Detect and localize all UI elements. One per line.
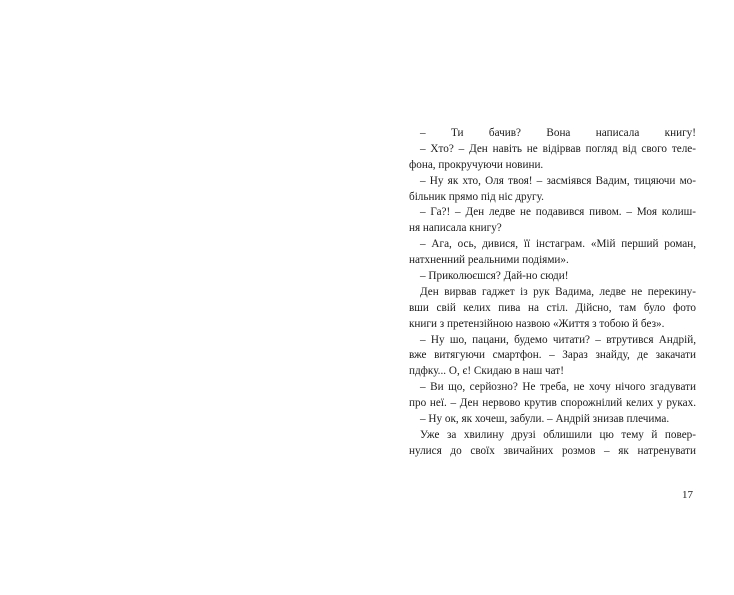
text-line: натхненний реальними подіями». bbox=[409, 254, 569, 267]
text-line: – Ну ок, як хочеш, забули. – Андрій знизав плечима. bbox=[420, 413, 670, 426]
text-line: – Хто? – Ден навіть не відірвав погляд від свого теле- bbox=[420, 142, 696, 155]
text-line: – Ну як хто, Оля твоя! – засміявся Вадим, тицяючи мо- bbox=[420, 174, 696, 187]
text-line: – Приколюєшся? Дай-но сюди! bbox=[420, 270, 569, 283]
text-line: про неї. – Ден нервово крутив спорожнілий келих у руках. bbox=[409, 397, 696, 410]
text-line: – Ага, ось, дивися, її інстаграм. «Мій перший роман, bbox=[420, 238, 696, 251]
text-line: Ден вирвав гаджет із рук Вадима, ледве не перекину- bbox=[420, 285, 696, 298]
text-line: більник прямо під ніс другу. bbox=[409, 190, 544, 203]
text-line: – Ну шо, пацани, будемо читати? – втрутився Андрій, bbox=[420, 333, 696, 346]
text-line: пдфку... О, є! Скидаю в наш чат! bbox=[409, 365, 564, 378]
text-line: Уже за хвилину друзі облишили цю тему й повер- bbox=[420, 428, 696, 441]
text-line: – Га?! – Ден ледве не подавився пивом. – Моя колиш- bbox=[420, 206, 696, 219]
text-line: вже витягуючи смартфон. – Зараз знайду, де закачати bbox=[409, 349, 696, 362]
body-text bbox=[409, 126, 696, 460]
text-line: фона, прокручуючи новини. bbox=[409, 158, 544, 171]
text-line: ня написала книгу? bbox=[409, 222, 502, 235]
text-line: – Ти бачив? Вона написала книгу! bbox=[420, 127, 696, 139]
page-number: 17 bbox=[682, 489, 693, 501]
text-line: книги з претензійною назвою «Життя з тобою й без». bbox=[409, 317, 665, 330]
text-line: – Ви що, серйозно? Не треба, не хочу нічого згадувати bbox=[420, 381, 696, 394]
text-line: вши свій келих пива на стіл. Дійсно, там було фото bbox=[409, 301, 696, 314]
text-line: нулися до своїх звичайних розмов – як натренувати bbox=[409, 444, 696, 457]
